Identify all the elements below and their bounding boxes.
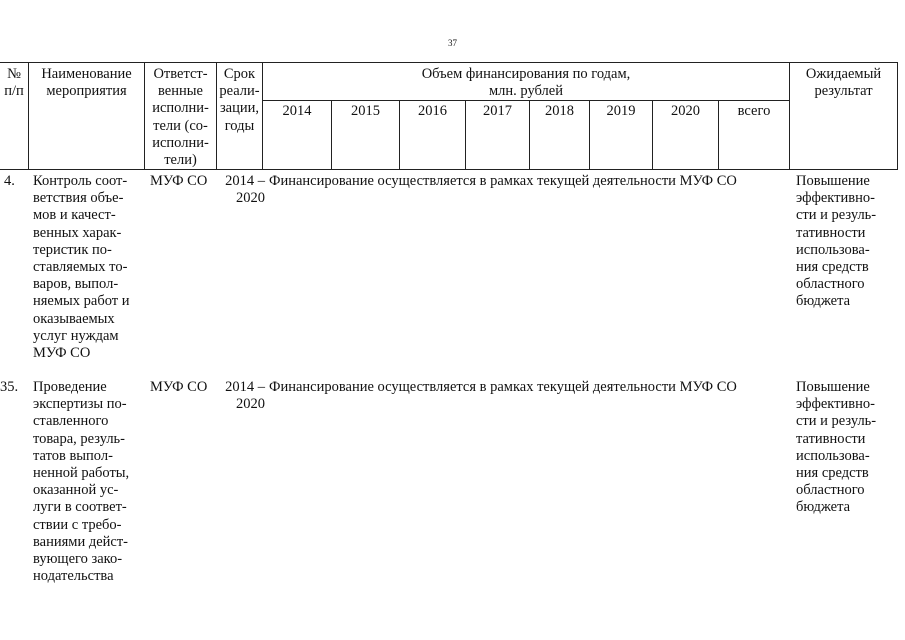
header-funding: Объем финансирования по годам, млн. рублей [421,66,631,100]
header-num: № п/п [4,66,24,100]
row-responsible: МУФ СО [150,173,208,189]
table-top-border [0,62,898,63]
row-num: 4. [4,173,15,189]
header-year-2018: 2018 [545,103,574,119]
header-year-2015: 2015 [351,103,380,119]
header-result: Ожидаемый результат [805,66,882,100]
header-bottom-border [0,169,898,170]
header-year-2017: 2017 [483,103,512,119]
header-name: Наименование мероприятия [41,66,132,100]
row-term: 2014 – 2020 [225,379,265,413]
header-year-2014: 2014 [282,103,312,119]
row-term: 2014 – 2020 [225,173,265,207]
row-funding: Финансирование осуществляется в рамках текущей деятельности МУФ СО [269,173,737,189]
header-term: Срок реали- зации, годы [219,66,260,134]
row-responsible: МУФ СО [150,379,208,395]
row-funding: Финансирование осуществляется в рамках текущей деятельности МУФ СО [269,379,737,395]
header-responsible: Ответст- венные исполни- тели (со- исполни- тели) [152,66,209,169]
row-num: 35. [0,379,19,395]
col-divider [897,62,898,169]
row-result: Повышение эффективно- сти и резуль- тативности использова- ния средств областного бюджета [796,173,877,310]
page-number: 37 [448,38,457,48]
header-year-total: всего [737,103,771,119]
row-name: Контроль соот- ветствия объе- мов и качест- венных харак- теристик по- ставляемых то- варов, выпол- няемых работ и оказываемых услуг нуждам МУФ СО [33,173,130,362]
header-year-2020: 2020 [671,103,700,119]
row-name: Проведение экспертизы по- ставленного товара, резуль- татов выпол- ненной работы, оказанной ус- луги в соответ- ствии с требо- ваниями дейст- вующего зако- нодательства [33,379,130,585]
header-year-2016: 2016 [418,103,447,119]
row-result: Повышение эффективно- сти и резуль- тативности использова- ния средств областного бюджета [796,379,877,516]
header-year-2019: 2019 [606,103,636,119]
